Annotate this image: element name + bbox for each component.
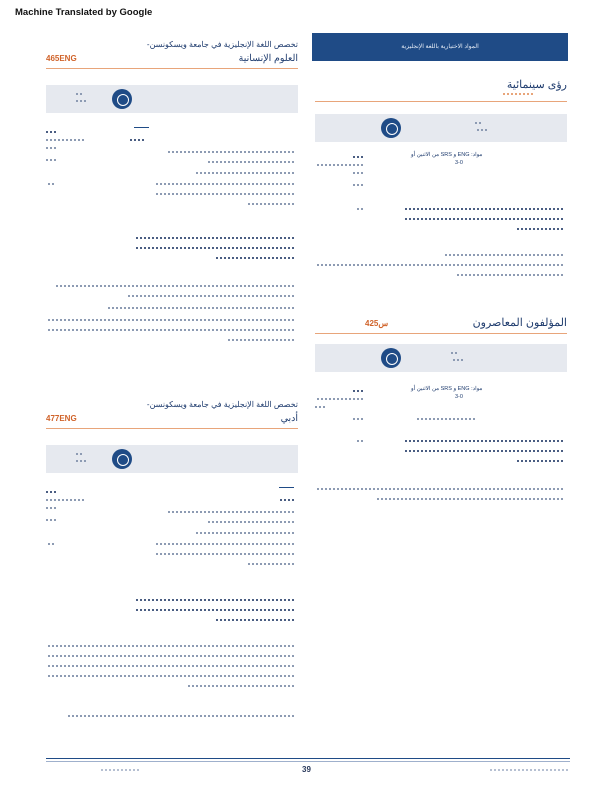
- divider: [315, 101, 567, 102]
- footer-rule: [46, 761, 570, 762]
- divider: [315, 333, 567, 334]
- course-465: [46, 40, 298, 357]
- divider: [46, 428, 298, 429]
- university-seal-icon: [381, 118, 401, 138]
- course-info-box: [46, 85, 298, 113]
- course-477: [46, 400, 298, 767]
- section-banner: المواد الاختيارية باللغة الإنجليزية: [312, 33, 568, 61]
- footer-left-text: [99, 769, 139, 771]
- course-info-box: [315, 344, 567, 372]
- divider: [46, 68, 298, 69]
- credits-text: 3-0: [455, 160, 463, 166]
- course-heading-prefix: تخصص اللغة الإنجليزية في جامعة ويسكونسن-: [146, 400, 298, 409]
- course-cinema: [315, 74, 567, 312]
- course-title: العلوم الإنسانية: [238, 53, 298, 64]
- course-title: أدبي: [280, 413, 298, 424]
- university-seal-icon: [381, 348, 401, 368]
- prerequisite-text: مواد: ENG و SRS من الاثنين أو: [411, 152, 483, 158]
- course-contemporary-authors: [315, 312, 567, 526]
- course-info-box: [46, 445, 298, 473]
- course-details: [315, 386, 567, 526]
- page-number: 39: [302, 765, 311, 774]
- info-text: [76, 100, 86, 102]
- info-text: [76, 93, 82, 95]
- course-code: 425س: [365, 319, 389, 328]
- university-seal-icon: [112, 89, 132, 109]
- course-title: رؤى سينمائية: [506, 79, 567, 91]
- footer-right-text: [488, 769, 568, 771]
- course-details: [46, 487, 298, 767]
- course-heading-prefix: تخصص اللغة الإنجليزية في جامعة ويسكونسن-: [146, 40, 298, 49]
- university-seal-icon: [112, 449, 132, 469]
- footer-rule: [46, 758, 570, 759]
- machine-translation-label: Machine Translated by Google: [15, 7, 153, 18]
- course-details: [46, 127, 298, 357]
- credits-text: 3-0: [455, 394, 463, 400]
- course-info-box: [315, 114, 567, 142]
- course-code: 465ENG: [46, 54, 77, 63]
- course-title: المؤلفون المعاصرون: [472, 317, 567, 329]
- prerequisite-text: مواد: ENG و SRS من الاثنين أو: [411, 386, 483, 392]
- course-code: 477ENG: [46, 414, 77, 423]
- course-details: [315, 152, 567, 312]
